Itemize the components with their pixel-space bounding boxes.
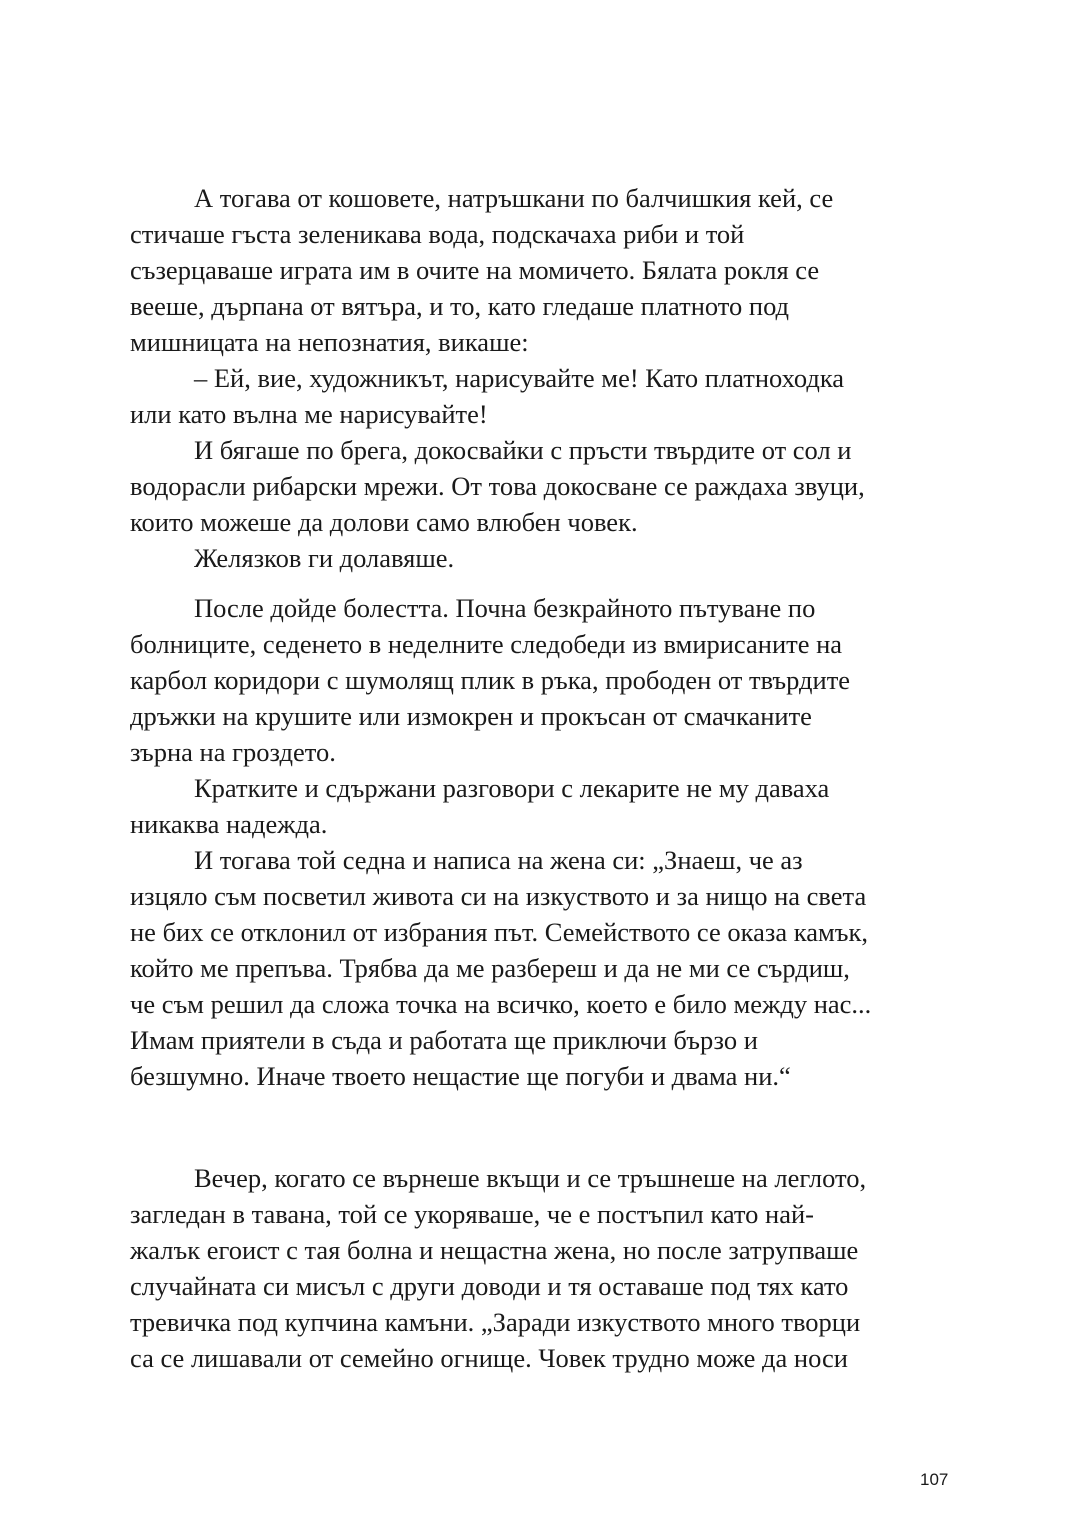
text-line: А тогава от кошовете, натръшкани по балчишкия кей, се (194, 183, 834, 213)
text-line: И тогава той седна и написа на жена си: „Знаеш, че аз (194, 845, 803, 875)
text-line: И бягаше по брега, докосвайки с пръсти твърдите от сол и (194, 435, 852, 465)
text-line: Кратките и сдържани разговори с лекарите не му даваха (194, 773, 830, 803)
page-number: 107 (920, 1470, 949, 1489)
text-line: Имам приятели в съда и работата ще приключи бързо и (130, 1025, 758, 1055)
text-line: мишницата на непознатия, викаше: (130, 327, 529, 357)
text-line: дръжки на крушите или измокрен и прокъсан от смачканите (130, 701, 812, 731)
text-line: случайната си мисъл с други доводи и тя оставаше под тях като (130, 1271, 849, 1301)
text-line: който ме препъва. Трябва да ме разбереш и да не ми се сърдиш, (130, 953, 850, 983)
text-line: Вечер, когато се върнеше вкъщи и се тръшнеше на леглото, (194, 1163, 867, 1193)
text-line: са се лишавали от семейно огнище. Човек трудно може да носи (130, 1343, 848, 1373)
text-line: или като вълна ме нарисувайте! (130, 399, 488, 429)
text-line: – Ей, вие, художникът, нарисувайте ме! Като платноходка (194, 363, 845, 393)
text-line: съзерцаваше играта им в очите на момичето. Бялата рокля се (130, 255, 820, 285)
text-line: После дойде болестта. Почна безкрайното пътуване по (194, 593, 816, 623)
text-line: които можеше да долови само влюбен човек. (130, 507, 638, 537)
text-line: никаква надежда. (130, 809, 328, 839)
text-line: вееше, дърпана от вятъра, и то, като гледаше платното под (130, 291, 790, 321)
text-line: стичаше гъста зеленикава вода, подскачаха риби и той (130, 219, 745, 249)
text-line: че съм решил да сложа точка на всичко, което е било между нас... (130, 989, 872, 1019)
text-line: водорасли рибарски мрежи. От това докосване се раждаха звуци, (130, 471, 865, 501)
text-line: Желязков ги долавяше. (194, 543, 455, 573)
text-line: зърна на гроздето. (130, 737, 336, 767)
text-line: безшумно. Иначе твоето нещастие ще погуби и двама ни.“ (130, 1061, 791, 1091)
text-line: изцяло съм посветил живота си на изкуството и за нищо на света (130, 881, 867, 911)
text-line: карбол коридори с шумолящ плик в ръка, прободен от твърдите (130, 665, 851, 695)
text-line: не бих се отклонил от избрания път. Семейството се оказа камък, (130, 917, 868, 947)
text-line: тревичка под купчина камъни. „Заради изкуството много творци (130, 1307, 861, 1337)
text-line: загледан в тавана, той се укоряваше, че е постъпил като най- (130, 1199, 814, 1229)
text-line: болниците, седенето в неделните следобеди из вмирисаните на (130, 629, 843, 659)
text-line: жалък егоист с тая болна и нещастна жена, но после затрупваше (130, 1235, 859, 1265)
